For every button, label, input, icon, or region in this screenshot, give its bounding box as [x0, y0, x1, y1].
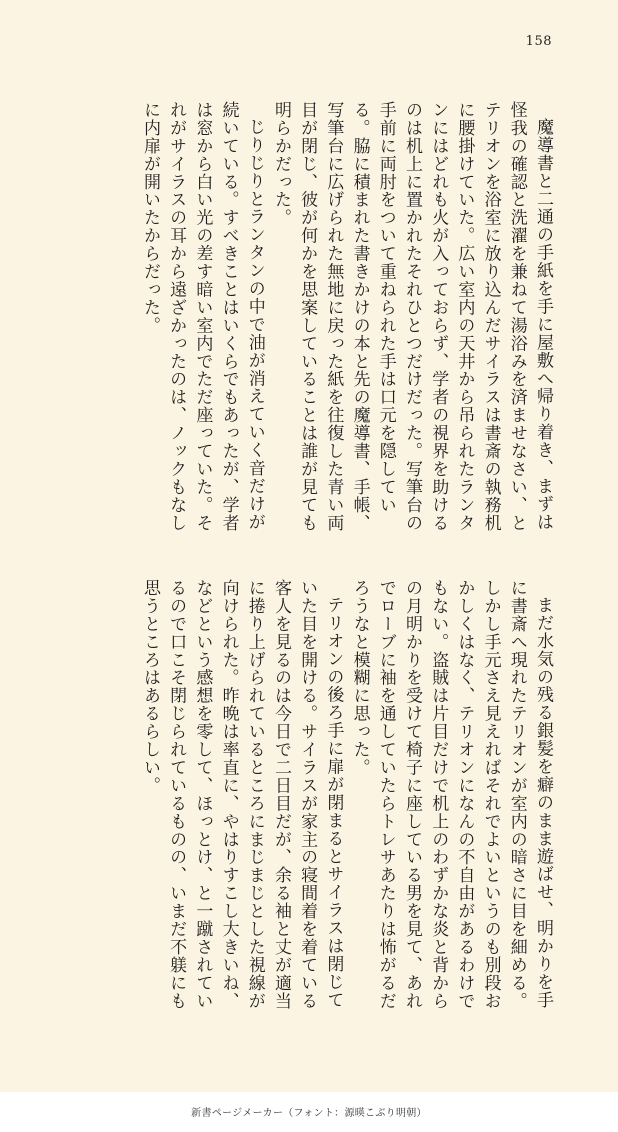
paragraph: テリオンの後ろ手に扉が閉まるとサイラスは閉じていた目を開ける。サイラスが家主の寝間着を着ている客人を見るのは今日で二日目だが、余る袖と丈が適当に捲り上げられているところにまじまじとした視線が向けられた。昨晩は率直に、やはりすこし大きいね、などという感想を零して、ほっとけ、と一蹴されているので口こそ閉じられているものの、いまだ不躾にも思うところはあるらしい。 — [139, 579, 344, 1010]
top-text-block — [62, 101, 556, 541]
paragraph: じりじりとランタンの中で油が消えていく音だけが続いている。すべきことはいくらでもあったが、学者は窓から白い光の差す暗い室内でただ座っていた。それがサイラスの耳から遠ざかったのは、ノックもなしに内扉が開いたからだった。 — [139, 101, 265, 532]
paragraph: まだ水気の残る銀髪を癖のまま遊ばせ、明かりを手に書斎へ現れたテリオンが室内の暗さに目を細める。しかし手元さえ見えればそれでよいというのも別段おかしくはなく、テリオンになんの不自由があるわけでもない。盗賊は片目だけで机上のわずかな炎と背からの月明かりを受けて椅子に座している男を見て、あれでローブに袖を通していたらトレサあたりは怖がるだろうなと模糊に思った。 — [349, 579, 553, 1010]
bottom-text-block — [62, 579, 556, 1019]
footer-caption: 新書ページメーカー（フォント：源暎こぶり明朝） — [191, 1108, 427, 1119]
paragraph: 魔導書と二通の手紙を手に屋敷へ帰り着き、まずは怪我の確認と洗濯を兼ねて湯浴みを済ませなさい、とテリオンを浴室に放り込んだサイラスは書斎の執務机に腰掛けていた。広い室内の天井から吊られたランタンにはどれも火が入っておらず、学者の視界を助けるのは机上に置かれたそれひとつだけだった。写筆台の手前に両肘をついて重ねられた手は口元を隠している。脇に積まれた書きかけの本と先の魔導書、手帳、写筆台に広げられた無地に戻った紙を往復した青い両目が閉じ、彼が何かを思案していることは誰が見ても明らかだった。 — [270, 101, 553, 532]
page-number: 158 — [525, 34, 552, 49]
